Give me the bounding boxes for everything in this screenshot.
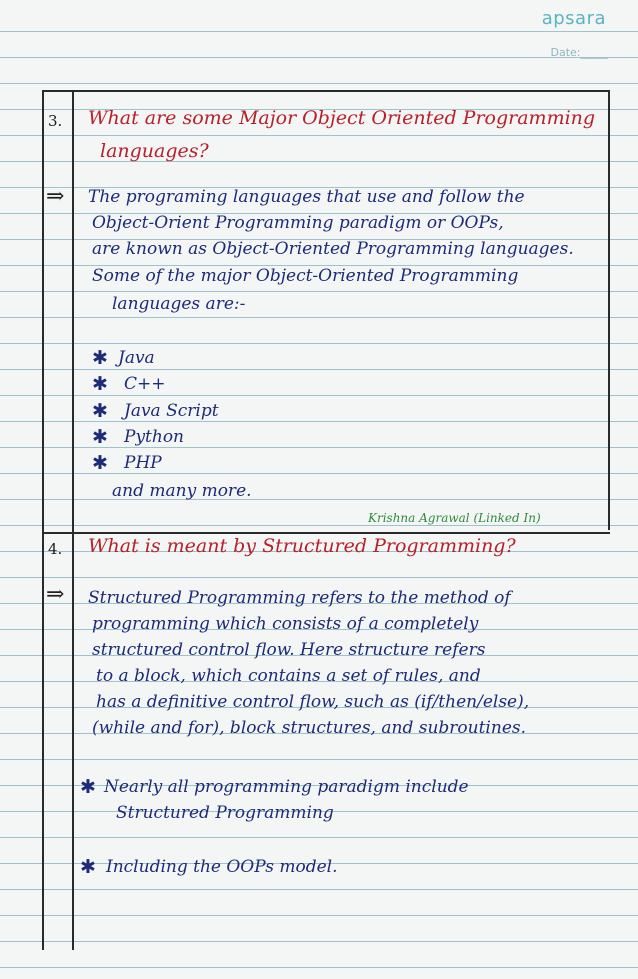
- answer-line: (while and for), block structures, and subroutines.: [92, 718, 527, 738]
- answer-line: The programing languages that use and follow the: [88, 187, 525, 207]
- answer-line: Structured Programming refers to the method of: [88, 588, 511, 608]
- list-item: PHP: [124, 453, 162, 473]
- answer-line: structured control flow. Here structure refers: [92, 640, 486, 660]
- answer-line: Object-Orient Programming paradigm or OOPs,: [92, 213, 504, 233]
- star-bullet-icon: ✱: [92, 426, 108, 448]
- date-field: Date:_____: [550, 46, 608, 59]
- question-title: What is meant by Structured Programming?: [88, 535, 516, 557]
- bullet-text: Structured Programming: [116, 803, 334, 823]
- star-bullet-icon: ✱: [92, 347, 108, 369]
- answer-line: to a block, which contains a set of rules, and: [96, 666, 481, 686]
- star-bullet-icon: ✱: [80, 856, 96, 878]
- answer-line: languages are:-: [112, 294, 246, 314]
- margin-line: [72, 90, 74, 950]
- bullet-text: Nearly all programming paradigm include: [104, 777, 469, 797]
- answer-arrow: ⇒: [46, 184, 65, 209]
- list-closing: and many more.: [112, 481, 252, 501]
- answer-line: are known as Object-Oriented Programming languages.: [92, 239, 574, 259]
- star-bullet-icon: ✱: [92, 452, 108, 474]
- star-bullet-icon: ✱: [92, 373, 108, 395]
- brand-logo: apsara: [541, 8, 606, 29]
- answer-arrow: ⇒: [46, 582, 65, 607]
- question-number: 3.: [48, 112, 63, 130]
- frame-top-border: [42, 90, 610, 92]
- frame-left-border: [42, 90, 44, 950]
- question-title-cont: languages?: [100, 140, 209, 162]
- list-item: Java Script: [124, 401, 219, 421]
- list-item: Java: [118, 348, 155, 368]
- section-divider: [42, 532, 610, 534]
- question-number: 4.: [48, 540, 63, 558]
- answer-line: has a definitive control flow, such as (if/then/else),: [96, 692, 530, 712]
- star-bullet-icon: ✱: [92, 400, 108, 422]
- frame-right-border: [608, 90, 610, 530]
- answer-line: programming which consists of a completely: [92, 614, 479, 634]
- bullet-text: Including the OOPs model.: [106, 857, 338, 877]
- star-bullet-icon: ✱: [80, 776, 96, 798]
- author-signature: Krishna Agrawal (Linked In): [368, 511, 541, 525]
- list-item: Python: [124, 427, 185, 447]
- question-title: What are some Major Object Oriented Programming: [88, 107, 596, 129]
- answer-line: Some of the major Object-Oriented Programming: [92, 266, 519, 286]
- list-item: C++: [124, 374, 166, 394]
